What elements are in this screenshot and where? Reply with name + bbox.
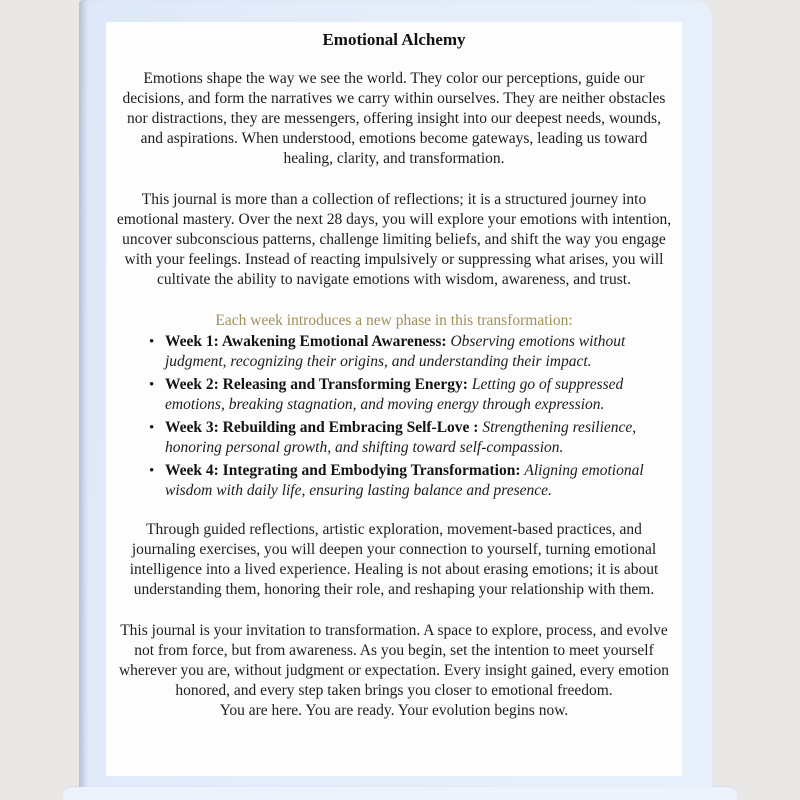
week-4-item — [149, 461, 673, 501]
practice-paragraph: Through guided reflections, artistic exploration, movement-based practices, and journaling exercises, you will deepen your connection to yourself, turning emotional intelligence into a lived experience. Healing is not about erasing emotions; it is about understanding them, honoring their role, and reshaping your relationship with them. — [129, 521, 659, 598]
invitation-paragraph: This journal is your invitation to transformation. A space to explore, process, and evolve not from force, but from awareness. As you begin, set the intention to meet yourself wherever you are, without judgment or expectation. Every insight gained, every emotion honored, and every step taken brings you closer to emotional freedom. — [118, 622, 670, 699]
intro-paragraph: Emotions shape the way we see the world. They color our perceptions, guide our decisions, and form the narratives we carry within ourselves. They are neither obstacles nor distractions, they are messengers, offering insight into our deepest needs, wounds, and aspirations. When understood, emotions become gateways, leading us toward healing, clarity, and transformation. — [122, 70, 666, 167]
week-3-label: Week 3: Rebuilding and Embracing Self-Love : — [165, 419, 479, 436]
week-4-label: Week 4: Integrating and Embodying Transformation: — [165, 462, 521, 479]
weeks-list — [115, 332, 673, 501]
content-sheet — [106, 22, 682, 776]
week-1-label: Week 1: Awakening Emotional Awareness: — [165, 333, 447, 350]
journey-paragraph: This journal is more than a collection of reflections; it is a structured journey into emotional mastery. Over the next 28 days, you will explore your emotions with intention, uncover subconscious patterns, challenge limiting beliefs, and shift the way you engage with your feelings. Instead of reacting impulsively or suppressing what arises, you will cultivate the ability to navigate emotions with wisdom, awareness, and trust. — [116, 191, 672, 288]
journal-page — [79, 0, 712, 787]
week-1-item — [149, 332, 673, 372]
week-2-label: Week 2: Releasing and Transforming Energy: — [165, 376, 468, 393]
closing-line: You are here. You are ready. Your evolution begins now. — [219, 702, 569, 719]
next-page-edge — [63, 786, 737, 800]
week-4-description: Aligning emotional wisdom with daily life, ensuring lasting balance and presence. — [165, 462, 644, 499]
week-2-item — [149, 375, 673, 415]
week-3-item — [149, 418, 673, 458]
week-1-description: Observing emotions without judgment, recognizing their origins, and understanding their impact. — [165, 333, 626, 370]
page-title: Emotional Alchemy — [322, 30, 466, 49]
week-2-description: Letting go of suppressed emotions, breaking stagnation, and moving energy through expression. — [165, 376, 624, 413]
week-3-description: Strengthening resilience, honoring personal growth, and shifting toward self-compassion. — [165, 419, 637, 456]
weeks-heading: Each week introduces a new phase in this transformation: — [215, 312, 573, 329]
page-spine-shading — [79, 0, 89, 787]
